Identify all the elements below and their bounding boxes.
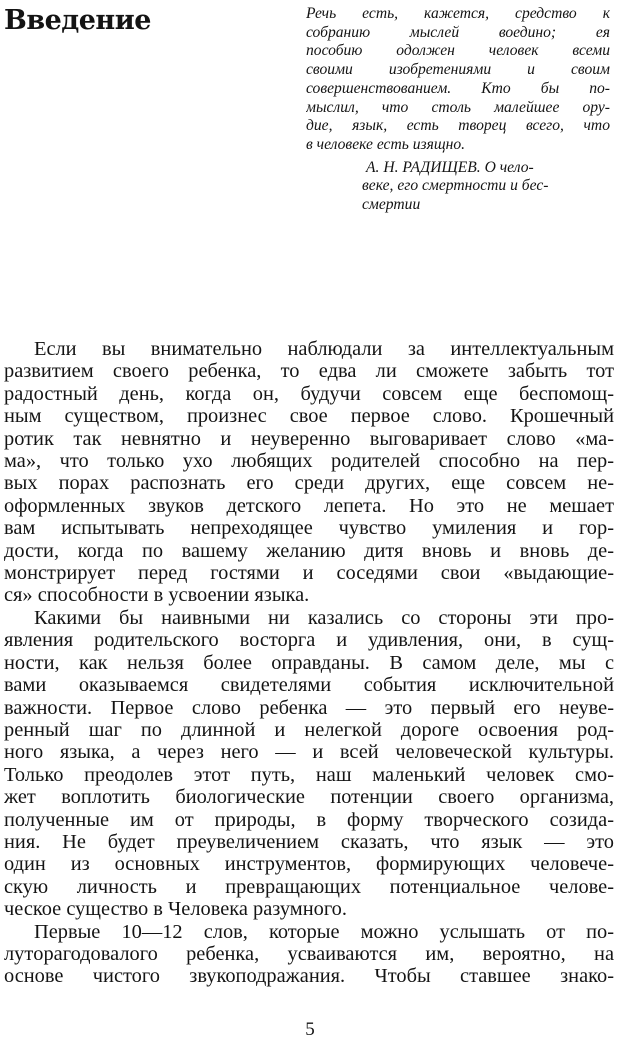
text-line: дости, когда по вашему желанию дитя вновь и вновь де- xyxy=(4,539,614,562)
chapter-title: Введение xyxy=(4,5,151,36)
page-number: 5 xyxy=(305,1019,315,1040)
text-line: оформленных звуков детского лепета. Но это не мешает xyxy=(4,494,614,517)
text-line: Только преодолев этот путь, наш маленький человек смо- xyxy=(4,763,614,786)
epigraph-attribution xyxy=(306,159,610,215)
text-line: вых порах распознать его среди других, еще совсем не- xyxy=(4,472,614,495)
text-line: Если вы внимательно наблюдали за интеллектуальным xyxy=(34,338,614,360)
text-line: вами оказываемся свидетелями события исключительной xyxy=(4,674,614,697)
text-line: ния. Не будет преувеличением сказать, что язык — это xyxy=(4,830,614,853)
text-line: Какими бы наивными ни казались со стороны эти про- xyxy=(34,606,614,629)
epigraph-line: пособию одолжен человек всеми xyxy=(306,42,610,60)
text-line: жет воплотить биологические потенции своего организма, xyxy=(4,786,614,809)
attribution-line: смертии xyxy=(362,196,421,214)
epigraph-line: в человеке есть изящно. xyxy=(306,135,466,153)
attribution-line: веке, его смертности и бес- xyxy=(362,177,549,195)
text-line: один из основных инструментов, формирующих человече- xyxy=(4,853,614,876)
epigraph-line: собранию мыслей воедино; ея xyxy=(306,23,610,41)
attribution-line: А. Н. РАДИЩЕВ. О чело- xyxy=(366,158,534,176)
text-line: ма», что только ухо любящих родителей способно на пер- xyxy=(4,450,614,473)
epigraph-quote xyxy=(306,5,610,155)
text-line: монстрирует перед гостями и соседями свои «выдающие- xyxy=(4,562,614,585)
epigraph-line: мыслил, что столь малейшее ору- xyxy=(306,98,610,116)
text-line: ности, как нельзя более оправданы. В самом деле, мы с xyxy=(4,651,614,674)
text-line: важности. Первое слово ребенка — это первый его неуве- xyxy=(4,696,614,719)
paragraph xyxy=(4,607,614,921)
body-text xyxy=(4,338,614,988)
text-line: ренный шаг по длинной и нелегкой дороге освоения род- xyxy=(4,718,614,741)
text-line: ческое существо в Человека разумного. xyxy=(4,898,347,921)
text-line: Первые 10—12 слов, которые можно услышать от по- xyxy=(34,920,614,943)
text-line: лутoрагодовалого ребенка, усваиваются им, вероятно, на xyxy=(4,942,614,965)
text-line: развитием своего ребенка, то едва ли сможете забыть тот xyxy=(4,360,614,383)
paragraph xyxy=(4,921,614,988)
text-line: основе чистого звукоподражания. Чтобы ставшее знако- xyxy=(4,965,614,988)
text-line: ным существом, произнес свое первое слово. Крошечный xyxy=(4,405,614,428)
epigraph-line: Речь есть, кажется, средство к xyxy=(306,5,610,22)
epigraph-line: совершенствованием. Кто бы по- xyxy=(306,79,610,97)
epigraph-line: своими изобретениями и своим xyxy=(306,61,610,79)
text-line: ного языка, а через него — и всей человеческой культуры. xyxy=(4,741,614,764)
text-line: ротик так невнятно и неуверенно выговаривает слово «ма- xyxy=(4,427,614,450)
text-line: полученные им от природы, в форму творческого созида- xyxy=(4,808,614,831)
text-line: ся» способности в усвоении языка. xyxy=(4,584,310,607)
text-line: явления родительского восторга и удивления, они, в сущ- xyxy=(4,629,614,652)
text-line: радостный день, когда он, будучи совсем еще беспомощ- xyxy=(4,382,614,405)
epigraph xyxy=(306,5,610,215)
text-line: вам испытывать непреходящее чувство умиления и гор- xyxy=(4,517,614,540)
text-line: скую личность и превращающих потенциальное челове- xyxy=(4,875,614,898)
epigraph-line: дие, язык, есть творец всего, что xyxy=(306,117,610,135)
paragraph xyxy=(4,338,614,607)
